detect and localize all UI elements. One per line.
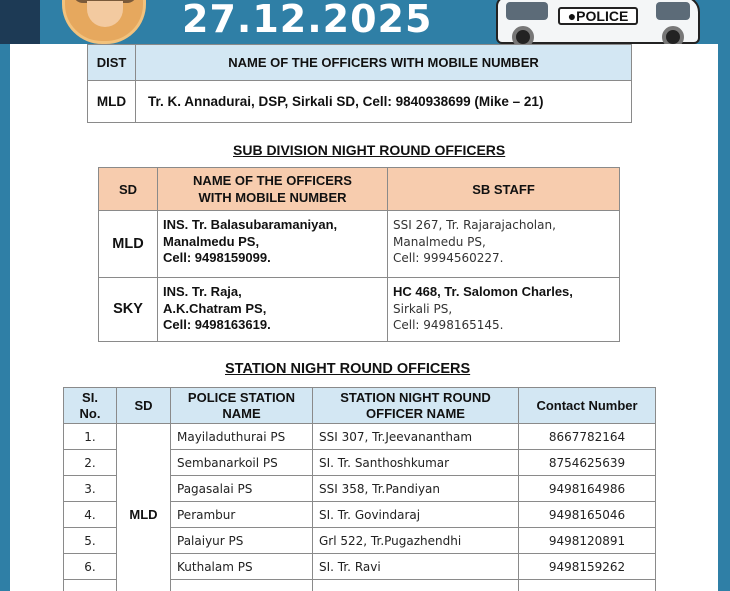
sb-staff-line: SSI 267, Tr. Rajarajacholan, xyxy=(393,218,556,232)
station-cell: Pagasalai PS xyxy=(171,476,313,502)
sb-staff-cell xyxy=(388,211,620,278)
station-cell: Mayiladuthurai PS xyxy=(171,424,313,450)
header-line: WITH MOBILE NUMBER xyxy=(198,190,347,205)
station-cell: Perambur xyxy=(171,502,313,528)
car-wheel-icon xyxy=(512,26,534,44)
column-header-sb-staff: SB STAFF xyxy=(388,168,620,211)
serial-cell: 3. xyxy=(64,476,117,502)
officer-line: Cell: 9498163619. xyxy=(163,317,271,332)
header-line: OFFICER NAME xyxy=(366,405,465,421)
car-wheel-icon xyxy=(662,26,684,44)
officer-cell: SI. Tr. Govindaraj xyxy=(313,502,519,528)
officer-line: INS. Tr. Raja, xyxy=(163,284,242,299)
page-border-right xyxy=(718,44,730,591)
serial-cell: 5. xyxy=(64,528,117,554)
header-line: NAME OF THE OFFICERS xyxy=(193,173,352,188)
contact-cell xyxy=(519,580,656,591)
car-window-icon xyxy=(656,2,690,20)
officer-line: A.K.Chatram PS, xyxy=(163,300,267,316)
officer-cell xyxy=(313,580,519,591)
contact-cell: 9498165046 xyxy=(519,502,656,528)
table-row xyxy=(99,278,620,342)
officer-cell: SI. Tr. Santhoshkumar xyxy=(313,450,519,476)
station-officers-table xyxy=(63,387,656,591)
column-header-officer-name xyxy=(313,388,519,424)
banner-corner xyxy=(0,0,40,44)
serial-cell xyxy=(64,580,117,591)
contact-cell: 9498120891 xyxy=(519,528,656,554)
serial-cell: 4. xyxy=(64,502,117,528)
column-header-sd: SD xyxy=(99,168,158,211)
table-header-row xyxy=(64,388,656,424)
table-row xyxy=(99,211,620,278)
column-header-sd: SD xyxy=(117,388,171,424)
sb-staff-line: Cell: 9498165145. xyxy=(393,318,504,332)
sb-staff-cell xyxy=(388,278,620,342)
station-cell: Sembanarkoil PS xyxy=(171,450,313,476)
station-cell: Kuthalam PS xyxy=(171,554,313,580)
sb-staff-line: HC 468, Tr. Salomon Charles, xyxy=(393,284,573,299)
dist-cell: MLD xyxy=(88,81,136,123)
officer-face-icon xyxy=(87,1,123,27)
subdivision-officers-table xyxy=(98,167,620,342)
column-header-dist: DIST xyxy=(88,45,136,81)
column-header-serial xyxy=(64,388,117,424)
station-heading: STATION NIGHT ROUND OFFICERS xyxy=(225,361,471,377)
banner-date: 27.12.2025 xyxy=(182,0,433,41)
car-window-icon xyxy=(506,2,548,20)
table-row xyxy=(64,424,656,450)
page-border-left xyxy=(0,44,10,591)
column-header-police-station xyxy=(171,388,313,424)
column-header-officer-name: NAME OF THE OFFICERS WITH MOBILE NUMBER xyxy=(136,45,632,81)
officer-cell: SSI 358, Tr.Pandiyan xyxy=(313,476,519,502)
subdivision-heading: SUB DIVISION NIGHT ROUND OFFICERS xyxy=(233,142,506,158)
table-header-row xyxy=(88,45,632,81)
station-cell: Palaiyur PS xyxy=(171,528,313,554)
column-header-contact: Contact Number xyxy=(519,388,656,424)
contact-cell: 8754625639 xyxy=(519,450,656,476)
sb-staff-line: Manalmedu PS, xyxy=(393,234,486,249)
district-officer-table xyxy=(87,44,632,123)
contact-cell: 8667782164 xyxy=(519,424,656,450)
serial-cell: 2. xyxy=(64,450,117,476)
header-line: NAME xyxy=(222,405,261,421)
serial-cell: 1. xyxy=(64,424,117,450)
officer-cell: SSI 307, Tr.Jeevanantham xyxy=(313,424,519,450)
sd-cell: MLD xyxy=(99,211,158,278)
police-officer-illustration-icon xyxy=(62,0,146,44)
header-line: No. xyxy=(79,405,101,421)
contact-cell: 9498159262 xyxy=(519,554,656,580)
officer-line: INS. Tr. Balasubaramaniyan, xyxy=(163,217,338,232)
officer-line: Cell: 9498159099. xyxy=(163,250,271,265)
sb-staff-line: Cell: 9994560227. xyxy=(393,251,504,265)
police-car-icon xyxy=(496,0,700,44)
header-line: SI. xyxy=(82,389,98,405)
column-header-officer-name xyxy=(158,168,388,211)
header-line: STATION NIGHT ROUND xyxy=(340,389,491,405)
sb-staff-line: Sirkali PS, xyxy=(393,301,453,316)
officer-cell xyxy=(158,211,388,278)
header-banner xyxy=(0,0,730,44)
serial-cell: 6. xyxy=(64,554,117,580)
officer-line: Manalmedu PS, xyxy=(163,233,260,249)
officer-cell: Grl 522, Tr.Pugazhendhi xyxy=(313,528,519,554)
officer-cell xyxy=(158,278,388,342)
contact-cell: 9498164986 xyxy=(519,476,656,502)
officer-cell: SI. Tr. Ravi xyxy=(313,554,519,580)
table-header-row xyxy=(99,168,620,211)
sd-cell: MLD xyxy=(117,424,171,591)
police-car-label: ●POLICE xyxy=(558,7,638,25)
table-row xyxy=(88,81,632,123)
station-cell xyxy=(171,580,313,591)
officer-cell: Tr. K. Annadurai, DSP, Sirkali SD, Cell: 9840938699 (Mike – 21) xyxy=(136,81,632,123)
header-line: POLICE STATION xyxy=(187,389,296,405)
sd-cell: SKY xyxy=(99,278,158,342)
